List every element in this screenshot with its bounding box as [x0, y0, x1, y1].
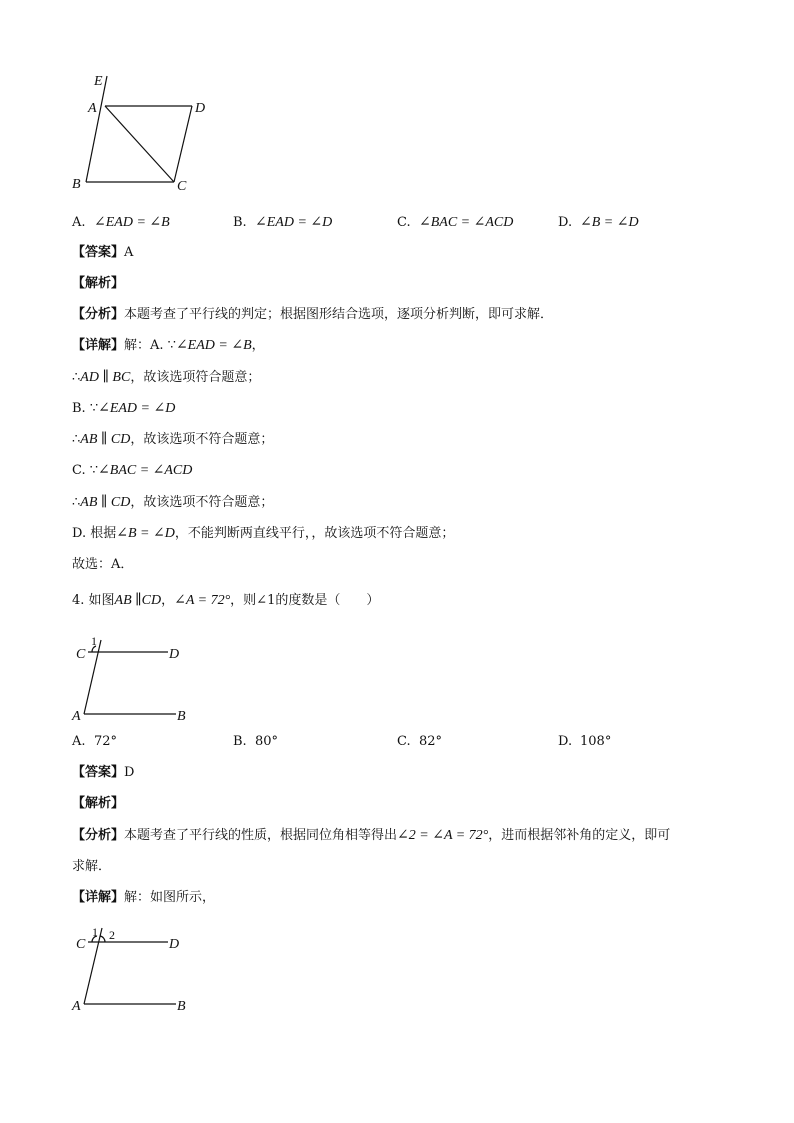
parallel-lines-figure: [60, 626, 200, 726]
q3-option-b: B. ∠EAD = ∠D: [233, 215, 333, 230]
label-a: A: [72, 999, 81, 1014]
q3-option-d: D. ∠B = ∠D: [558, 215, 639, 230]
q4-answer: 【答案】D: [72, 765, 135, 780]
label-a: A: [88, 101, 97, 116]
q4-fenxi-continued: 求解．: [72, 859, 112, 874]
q3-step-6: D. 根据∠B = ∠D，不能判断两直线平行，，故该选项不符合题意；: [72, 526, 455, 541]
q4-option-b: B. 80°: [233, 734, 279, 749]
label-d: D: [195, 101, 206, 116]
segment-ea: [86, 76, 107, 182]
q3-step-3: ∴AB ∥ CD，故该选项不符合题意；: [72, 432, 274, 447]
label-c: C: [76, 647, 86, 662]
label-e: E: [94, 74, 103, 89]
q4-fenxi: 【分析】本题考查了平行线的性质，根据同位角相等得出∠2 = ∠A = 72°，进而根据邻补角的定义，即可: [72, 828, 671, 843]
label-d: D: [169, 937, 180, 952]
parallelogram-figure: [60, 66, 230, 198]
q3-fenxi: 【分析】本题考查了平行线的判定；根据图形结合选项，逐项分析判断，即可求解．: [72, 307, 554, 322]
q4-option-c: C. 82°: [397, 734, 443, 749]
q3-option-c: C. ∠BAC = ∠ACD: [397, 215, 514, 230]
q3-choice: 故选：A．: [72, 557, 134, 572]
q3-answer: 【答案】A: [72, 245, 134, 260]
label-a: A: [72, 709, 81, 724]
label-d: D: [169, 647, 180, 662]
label-1: 1: [92, 925, 98, 939]
label-2: 2: [109, 928, 115, 942]
q3-analysis-heading: 【解析】: [72, 276, 125, 291]
q4-detail: 【详解】解：如图所示，: [72, 890, 216, 905]
label-c: C: [177, 179, 187, 194]
segment-dc: [174, 106, 192, 182]
q4-options: [72, 734, 732, 750]
q4-stem: 4. 如图AB ∥CD，∠A = 72°，则∠1的度数是（ ）: [72, 593, 380, 608]
q3-step-4: C. ∵∠BAC = ∠ACD: [72, 463, 193, 478]
q3-options: [72, 214, 732, 230]
q4-analysis-heading: 【解析】: [72, 796, 125, 811]
q4-option-d: D. 108°: [558, 734, 612, 749]
parallel-lines-angles-figure: [60, 918, 200, 1018]
q3-detail: 【详解】解：A. ∵∠EAD = ∠B，: [72, 338, 265, 353]
label-b: B: [177, 999, 186, 1014]
q4-option-a: A. 72°: [72, 734, 118, 749]
label-1: 1: [91, 634, 97, 648]
q3-step-5: ∴AB ∥ CD，故该选项不符合题意；: [72, 495, 274, 510]
q3-step-2: B. ∵∠EAD = ∠D: [72, 401, 176, 416]
q3-option-a: A. ∠EAD = ∠B: [72, 215, 170, 230]
segment-ac: [105, 106, 174, 182]
label-c: C: [76, 937, 86, 952]
label-b: B: [72, 177, 81, 192]
label-b: B: [177, 709, 186, 724]
angle-2-arc: [100, 936, 105, 942]
q3-step-1: ∴AD ∥ BC，故该选项符合题意；: [72, 370, 261, 385]
